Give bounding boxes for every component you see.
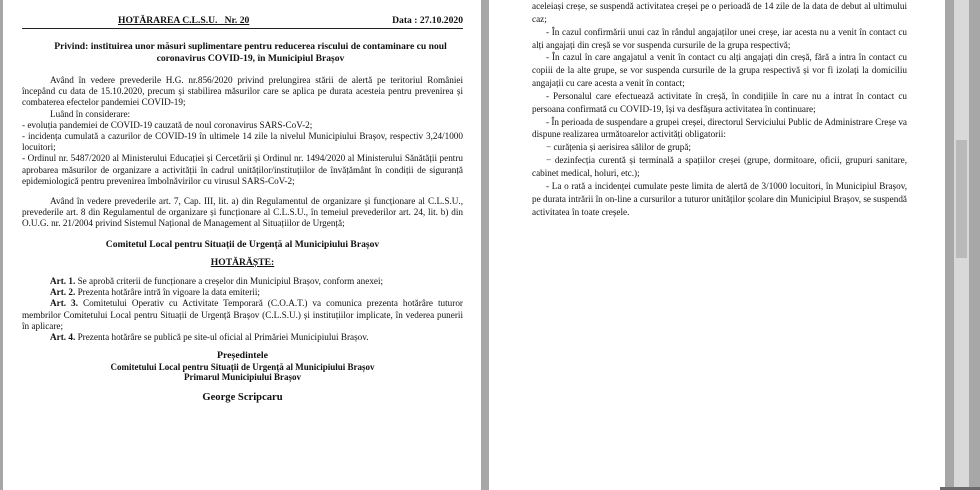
scrollbar-thumb[interactable]	[956, 140, 967, 258]
article-4	[22, 332, 463, 343]
list-item: − curățenia și aerisirea sălilor de grupă;	[546, 142, 691, 153]
article-label: Art. 2.	[50, 287, 76, 298]
article-1	[22, 276, 463, 287]
decision-date: Data : 27.10.2020	[392, 15, 463, 26]
article-2	[22, 287, 463, 298]
article-text: Prezenta hotărȃre intră în vigoare la data emiterii;	[75, 287, 260, 298]
article-3	[22, 298, 463, 332]
left-body	[22, 75, 463, 343]
signature-committee: Comitetului Local pentru Situații de Urgență al Municipiului Brașov	[110, 361, 375, 372]
signature-title: Președintele	[217, 350, 268, 362]
signature-block	[22, 351, 463, 383]
document-page-right	[489, 0, 945, 490]
signatory-name: George Scripcaru	[202, 392, 283, 404]
article-label: Art. 4.	[50, 332, 76, 343]
article-text: Se aprobă criterii de funcționare a creșelor din Municipiul Brașov, conform anexei;	[75, 276, 384, 287]
decides-heading: HOTĂRĂȘTE:	[210, 256, 275, 268]
list-item: - În cazul în care angajatul a venit în contact cu alți angajați din creșă, fără a intra în contact cu copiii de la alte grupe, se vor suspenda cursurile de la grupa respectivă și vor fi izolați la domiciliu angajații cu care acesta a venit în contact;	[532, 52, 907, 89]
signature-role: Primarul Municipiului Brașov	[183, 372, 301, 383]
paragraph: Avȃnd în vedere prevederile art. 7, Cap. III, lit. a) din Regulamentul de organizare și funcționare al C.L.S.U., prevederile art. 8 din Regulamentul de organizare și funcționare al C.L.S.U., în temeiul prevederilor art. 24, lit. b) din O.U.G. nr. 21/2004 privind Sistemul Național de Management al Situațiilor de Urgență;	[22, 196, 463, 229]
document-header	[22, 15, 463, 27]
right-body	[532, 0, 907, 218]
list-item: - incidența cumulată a cazurilor de COVID-19 în ultimele 14 zile la nivelul Municipiului Brașov, respectiv 3,24/1000 locuitori;	[22, 131, 463, 153]
committee-heading: Comitetul Local pentru Situații de Urgență al Municipiului Brașov	[105, 238, 380, 250]
list-item: - În cazul confirmării unui caz în rȃndul angajaților unei creșe, iar acesta nu a venit în contact cu alți angajați din creșă se vor suspenda cursurile de la grupa respectivă;	[532, 26, 907, 50]
paragraph: Avȃnd în vedere prevederile H.G. nr.856/2020 privind prelungirea stării de alertă pe teritoriul Romȃniei începȃnd cu data de 15.10.2020, precum și stabilirea măsurilor care se aplica pe durata acesteia pentru prevenirea și combaterea efectelor pandemiei COVID-19;	[22, 75, 463, 108]
list-item: - În perioada de suspendare a grupei creșei, directorul Serviciului Public de Administrare Creșe va dispune realizarea următoarelor activități obligatorii:	[532, 116, 907, 140]
article-label: Art. 1.	[50, 276, 76, 287]
header-divider	[22, 28, 463, 29]
list-item: - Personalul care efectuează activitate în creșă, în condițiile în care nu a intrat în contact cu persoana confirmată cu COVID-19, își va desfășura activitatea în continuare;	[532, 90, 907, 114]
list-item: - La o rată a incidenței cumulate peste limita de alertă de 3/1000 locuitori, în Municipiul Brașov, pe durata intrării în on-line a cursurilor a tuturor unităților școlare din Municipiul Brașov, se suspendă activitatea în toate creșele.	[532, 180, 907, 217]
list-item: − dezinfecția curentă și terminală a spațiilor creșei (grupe, dormitoare, oficii, grupuri sanitare, cabinet medical, holuri, etc.);	[532, 155, 907, 178]
decision-subject: Privind: instituirea unor măsuri suplimentare pentru reducerea riscului de contaminare cu noul coronavirus COVID-19, în Municipiul Brașov	[54, 41, 447, 64]
article-text: Comitetului Operativ cu Activitate Temporară (C.O.A.T.) va comunica prezenta hotărȃre tuturor membrilor Comitetului Local pentru Situații de Urgență Brașov (C.L.S.U.) și instituțiilor implicate, în vederea punerii în aplicare;	[22, 298, 463, 331]
vertical-scrollbar[interactable]	[947, 0, 980, 490]
list-item: aceleiași creșe, se suspendă activitatea creșei pe o perioadă de 14 zile de la data de debut al ultimului caz;	[532, 1, 907, 24]
article-text: Prezenta hotărȃre se publică pe site-ul oficial al Primăriei Municipiului Brașov.	[75, 332, 369, 343]
list-item: - Ordinul nr. 5487/2020 al Ministerului Educației și Cercetării și Ordinul nr. 1494/2020 al Ministerului Sănătății pentru aprobarea măsurilor de organizare a activității în cadrul unităților/instituțiilor de învățămȃnt în condiții de siguranță epidemiologică pentru prevenirea îmbolnăvirilor cu virusul SARS-CoV-2;	[22, 153, 463, 186]
decision-title: HOTĂRAREA C.L.S.U. Nr. 20	[118, 15, 250, 26]
list-item: - evoluția pandemiei de COVID-19 cauzată de noul coronavirus SARS-CoV-2;	[22, 119, 313, 130]
article-label: Art. 3.	[50, 298, 78, 309]
document-page-left	[3, 0, 481, 490]
paragraph: Luȃnd în considerare:	[50, 108, 131, 119]
